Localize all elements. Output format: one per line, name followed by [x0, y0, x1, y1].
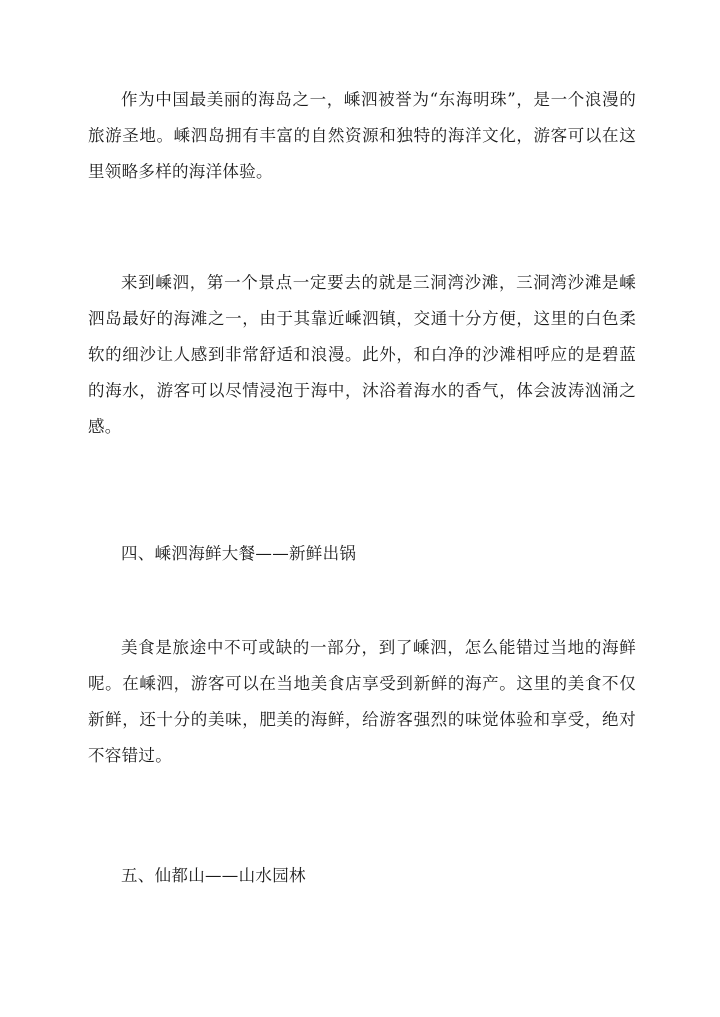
paragraph-sandongwan-beach: 来到嵊泗，第一个景点一定要去的就是三洞湾沙滩，三洞湾沙滩是嵊泗岛最好的海滩之一，由于其靠近嵊泗镇，交通十分方便，这里的白色柔软的细沙让人感到非常舒适和浪漫。此外，和白净的沙滩相呼应的是碧蓝的海水，游客可以尽情浸泡于海中，沐浴着海水的香气，体会波涛汹涌之感。	[88, 273, 636, 436]
section-heading-seafood: 四、嵊泗海鲜大餐——新鲜出锅	[121, 544, 357, 563]
paragraph-seafood: 美食是旅途中不可或缺的一部分，到了嵊泗，怎么能错过当地的海鲜呢。在嵊泗，游客可以在当地美食店享受到新鲜的海产。这里的美食不仅新鲜，还十分的美味，肥美的海鲜，给游客强烈的味觉体验和享受，绝对不容错过。	[88, 638, 636, 765]
paragraph-shengsi-intro: 作为中国最美丽的海岛之一，嵊泗被誉为“东海明珠”，是一个浪漫的旅游圣地。嵊泗岛拥有丰富的自然资源和独特的海洋文化，游客可以在这里领略多样的海洋体验。	[88, 90, 636, 181]
section-heading-xiandu-mountain: 五、仙都山——山水园林	[121, 866, 306, 885]
